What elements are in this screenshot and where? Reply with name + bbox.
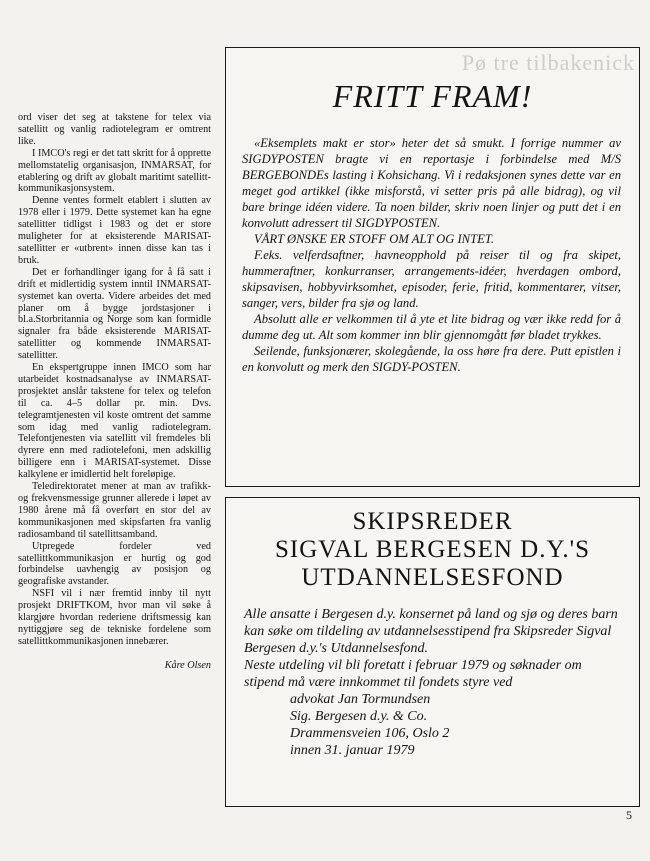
box-paragraph: Absolutt alle er velkommen til å yte et lite bidrag og vær ikke redd for å dumme deg ut. Alt som kommer inn blir gjennomgått før bladet trykkes. xyxy=(242,312,621,342)
show-through-text: Pø tre tilbakenick xyxy=(461,50,635,75)
page-number: 5 xyxy=(626,808,632,822)
address-block xyxy=(290,691,621,759)
fritt-fram-box xyxy=(225,47,640,487)
fund-heading xyxy=(226,508,639,592)
article-paragraph: Teledirektoratet mener at man av trafikk- og frekvensmessige grunner allerede i løpet av 1980 årene må få overført en stor del av kommunikasjonen med skipsfarten fra vanlig radiosamband til satellittsamband. xyxy=(18,481,211,540)
article-column xyxy=(18,112,211,672)
author-signature: Kåre Olsen xyxy=(164,659,211,671)
box-title: FRITT FRAM! xyxy=(332,78,533,114)
address-line: advokat Jan Tormundsen xyxy=(290,692,431,707)
box-paragraph: VÅRT ØNSKE ER STOFF OM ALT OG INTET. xyxy=(254,232,494,246)
article-paragraph: Denne ventes formelt etablert i slutten av 1978 eller i 1979. Dette systemet kan ha egne satellitter tidligst i 1983 og det er store muligheter for at eksisterende MARISAT-satellitter er «utbrent» innen disse kan tas i bruk. xyxy=(18,195,211,266)
address-line: innen 31. januar 1979 xyxy=(290,743,415,758)
fund-paragraph: Neste utdeling vil bli foretatt i februar 1979 og søknader om stipend må være innkommet til fondets styre ved xyxy=(244,658,582,690)
article-paragraph: Utpregede fordeler ved satellittkommunikasjon er hurtig og god forbindelse uavhengig av posisjon og geografiske avstander. xyxy=(18,540,211,588)
fund-heading-line: SKIPSREDER xyxy=(352,508,513,535)
article-paragraph: I IMCO's regi er det tatt skritt for å opprette mellomstatelig organisasjon, INMARSAT, for etablering og drift av globalt maritimt satellitt-kommunikasjonsystem. xyxy=(18,147,211,195)
box-paragraph: «Eksemplets makt er stor» heter det så smukt. I forrige nummer av SIGDYPOSTEN bragte vi en reportasje i forbindelse med M/S BERGEBONDEs lasting i Kohsichang. Vi i redaksjonen synes dette var en meget god artikkel (ikke misforstå, vi setter pris på alle bidrag), og vil bare bringe idéen videre. Ta noen bilder, skriv noen linjer og putt det i en konvolutt adressert til SIGDYPOSTEN. xyxy=(242,136,621,230)
box-paragraph: F.eks. velferdsaftner, havneopphold på reiser til og fra skipet, hummeraftner, konkurranser, arrangements-idéer, hverdagen ombord, skipsavisen, hobbyvirksomhet, episoder, ferie, fritid, kommentarer, vitser, sanger, vers, bilder fra sjø og land. xyxy=(242,248,621,310)
address-line: Sig. Bergesen d.y. & Co. xyxy=(290,709,428,724)
fund-body xyxy=(244,606,621,759)
fund-heading-line: UTDANNELSESFOND xyxy=(301,564,564,591)
article-paragraph: ord viser det seg at takstene for telex via satellitt og vanlig radiotelegram er omtrent like. xyxy=(18,112,211,147)
article-paragraph: NSFI vil i nær fremtid innby til nytt prosjekt DRIFTKOM, hvor man vil søke å klargjøre hvordan rederiene driftsmessig kan nyttiggjøre seg de tekniske fordelene som satellittkommunikasjonen innebærer. xyxy=(18,588,211,647)
fund-paragraph: Alle ansatte i Bergesen d.y. konsernet på land og sjø og deres barn kan søke om tildeling av utdannelsesstipend fra Skipsreder Sigval Bergesen d.y.'s Utdannelsesfond. xyxy=(244,607,618,656)
box-body xyxy=(242,135,621,375)
fund-announcement-box xyxy=(225,497,640,807)
box-paragraph: Seilende, funksjonærer, skolegående, la oss høre fra dere. Putt epistlen i en konvolutt og merk den SIGDY-POSTEN. xyxy=(242,344,621,374)
article-paragraph: Det er forhandlinger igang for å få satt i drift et midlertidig system inntil INMARSAT-systemet kan overta. Videre arbeides det med planer om å bygge jordstasjoner i bl.a.Storbritannia og Norge som kan formidle signaler fra både eksisterende MARISAT-satellitter og kommende INMARSAT-satellitter. xyxy=(18,266,211,362)
article-paragraph: En ekspertgruppe innen IMCO som har utarbeidet kostnadsanalyse av INMARSAT-prosjektet anslår takstene for telex og telefon til ca. 4–5 dollar pr. min. Dvs. telegramtjenesten vil koste omtrent det samme som idag med vanlig radiotelegram. Telefontjenesten via satellitt vil fremdeles bli dyrere enn med radiotelefoni, men adskillig billigere enn i MARISAT-systemet. Disse kalkylene er imidlertid helt foreløpige. xyxy=(18,362,211,481)
fund-heading-line: SIGVAL BERGESEN D.Y.'S xyxy=(275,536,590,563)
address-line: Drammensveien 106, Oslo 2 xyxy=(290,726,450,741)
